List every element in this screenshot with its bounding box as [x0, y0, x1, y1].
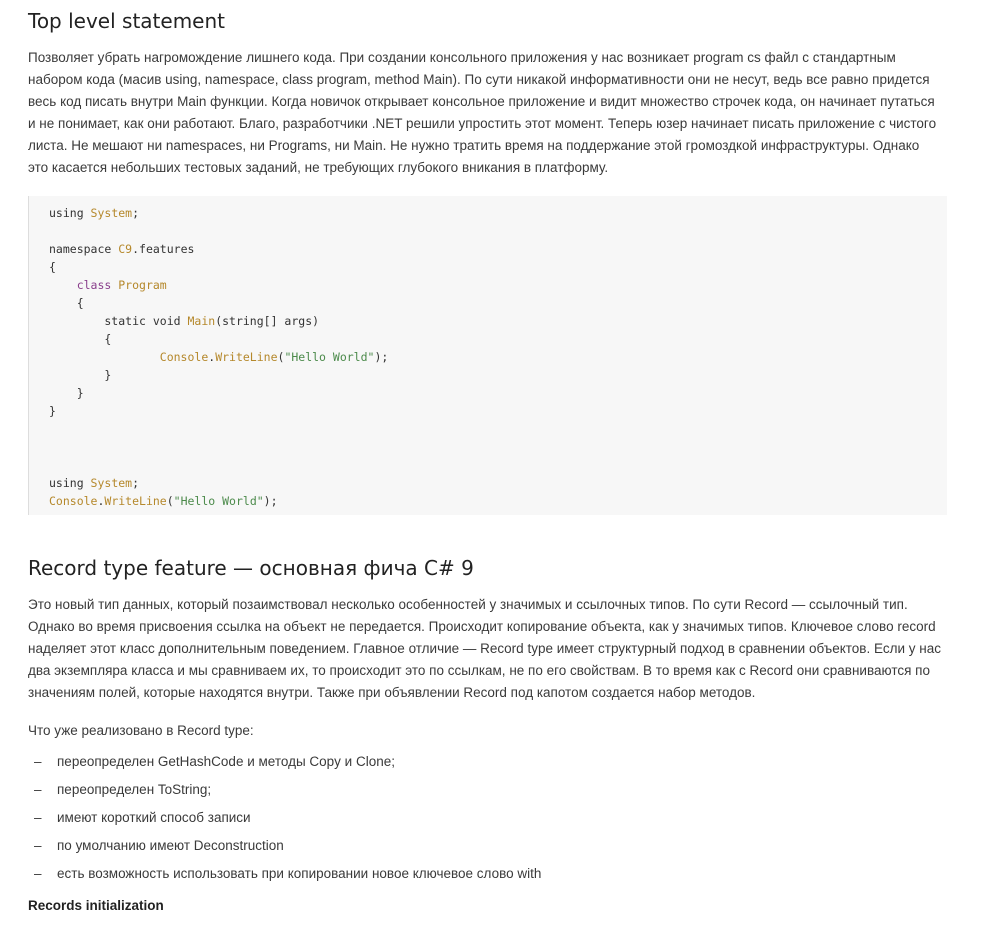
code-token: System [90, 476, 133, 490]
code-token: static void [49, 314, 188, 328]
code-line: } [49, 404, 56, 418]
section-heading-top-level-statement: Top level statement [28, 9, 225, 33]
code-line: { [49, 332, 112, 346]
code-line: } [49, 386, 84, 400]
code-line [49, 240, 947, 258]
code-token: namespace [49, 242, 119, 256]
code-token: WriteLine [215, 350, 278, 364]
section-paragraph: Позволяет убрать нагромождение лишнего кода. При создании консольного приложения у нас возникает program cs файл с стандартным набором кода (масив using, namespace, class program, method Main). По сути никакой информативности они не несут, ведь все равно придется весь код писать внутри Main функции. Когда новичок открывает консольное приложение и видит множество строчек кода, он начинает путаться и не понимает, как они работают. Благо, разработчики .NET решили упростить этот момент. Теперь юзер начинает писать приложение с чистого листа. Не мешают ни namespaces, ни Programs, ни Main. Не нужно тратить время на поддержание этой громоздкой инфраструктуры. Однако это касается небольших тестовых заданий, не требующих глубокого вникания в платформу. [28, 50, 937, 175]
subheading-records-initialization: Records initialization [28, 898, 164, 913]
code-token: "Hello World" [173, 494, 264, 508]
code-token: ); [374, 350, 389, 364]
code-token: WriteLine [104, 494, 167, 508]
code-token: ); [263, 494, 278, 508]
list-item [28, 748, 541, 776]
code-token: Console [159, 350, 209, 364]
dash-bullet: – [34, 782, 42, 797]
code-token: ; [132, 476, 140, 490]
code-line-empty [49, 222, 947, 240]
code-line [49, 204, 947, 222]
list-intro: Что уже реализовано в Record type: [28, 723, 254, 738]
code-line [49, 474, 947, 492]
code-line [49, 348, 947, 366]
list-item-text: переопределен ToString; [57, 782, 212, 797]
code-line [49, 276, 947, 294]
code-token: using [49, 206, 91, 220]
code-line [49, 492, 947, 510]
code-line-empty [49, 456, 947, 474]
code-token: Program [118, 278, 167, 292]
feature-list [28, 748, 541, 888]
code-token: ( [166, 494, 174, 508]
code-token [49, 278, 77, 292]
code-token: C9 [118, 242, 133, 256]
code-line [49, 312, 947, 330]
code-token: ; [132, 206, 140, 220]
code-token: . [208, 350, 216, 364]
list-item [28, 804, 541, 832]
list-item-text: есть возможность использовать при копировании новое ключевое слово with [57, 866, 542, 881]
dash-bullet: – [34, 754, 42, 769]
code-token: .features [132, 242, 195, 256]
code-block [28, 196, 947, 515]
dash-bullet: – [34, 810, 42, 825]
list-item [28, 776, 541, 804]
code-token: class [76, 278, 119, 292]
section-heading-record-type: Record type feature — основная фича C# 9 [28, 556, 474, 580]
code-token: ( [277, 350, 285, 364]
code-token: Console [49, 494, 98, 508]
code-token: . [97, 494, 105, 508]
code-token: (string[] args) [215, 314, 320, 328]
code-token: "Hello World" [284, 350, 375, 364]
code-token [49, 350, 160, 364]
code-line-empty [49, 420, 947, 438]
list-item [28, 832, 541, 860]
list-item [28, 860, 541, 888]
code-token: System [90, 206, 133, 220]
list-item-text: по умолчанию имеют Deconstruction [57, 838, 284, 853]
code-line: { [49, 296, 84, 310]
list-item-text: переопределен GetHashCode и методы Copy и Clone; [57, 754, 395, 769]
dash-bullet: – [34, 838, 42, 853]
dash-bullet: – [34, 866, 42, 881]
section-paragraph: Это новый тип данных, который позаимствовал несколько особенностей у значимых и ссылочных типов. По сути Record — ссылочный тип. Однако во время присвоения ссылка на объект не передается. Происходит копирование объекта, как у значимых типов. Ключевое слово record наделяет этот класс дополнительным поведением. Главное отличие — Record type имеет структурный подход в сравнении объектов. Если у нас два экземпляра класса и мы сравниваем их, то происходит это по ссылкам, не по его свойствам. В то время как с Record они сравниваются по значениям полей, которые находятся внутри. Также при объявлении Record под капотом создается набор методов. [28, 597, 941, 700]
code-token: Main [187, 314, 216, 328]
code-line: { [49, 260, 56, 274]
code-line-empty [49, 438, 947, 456]
code-token: using [49, 476, 91, 490]
list-item-text: имеют короткий способ записи [57, 810, 251, 825]
code-line: } [49, 368, 112, 382]
